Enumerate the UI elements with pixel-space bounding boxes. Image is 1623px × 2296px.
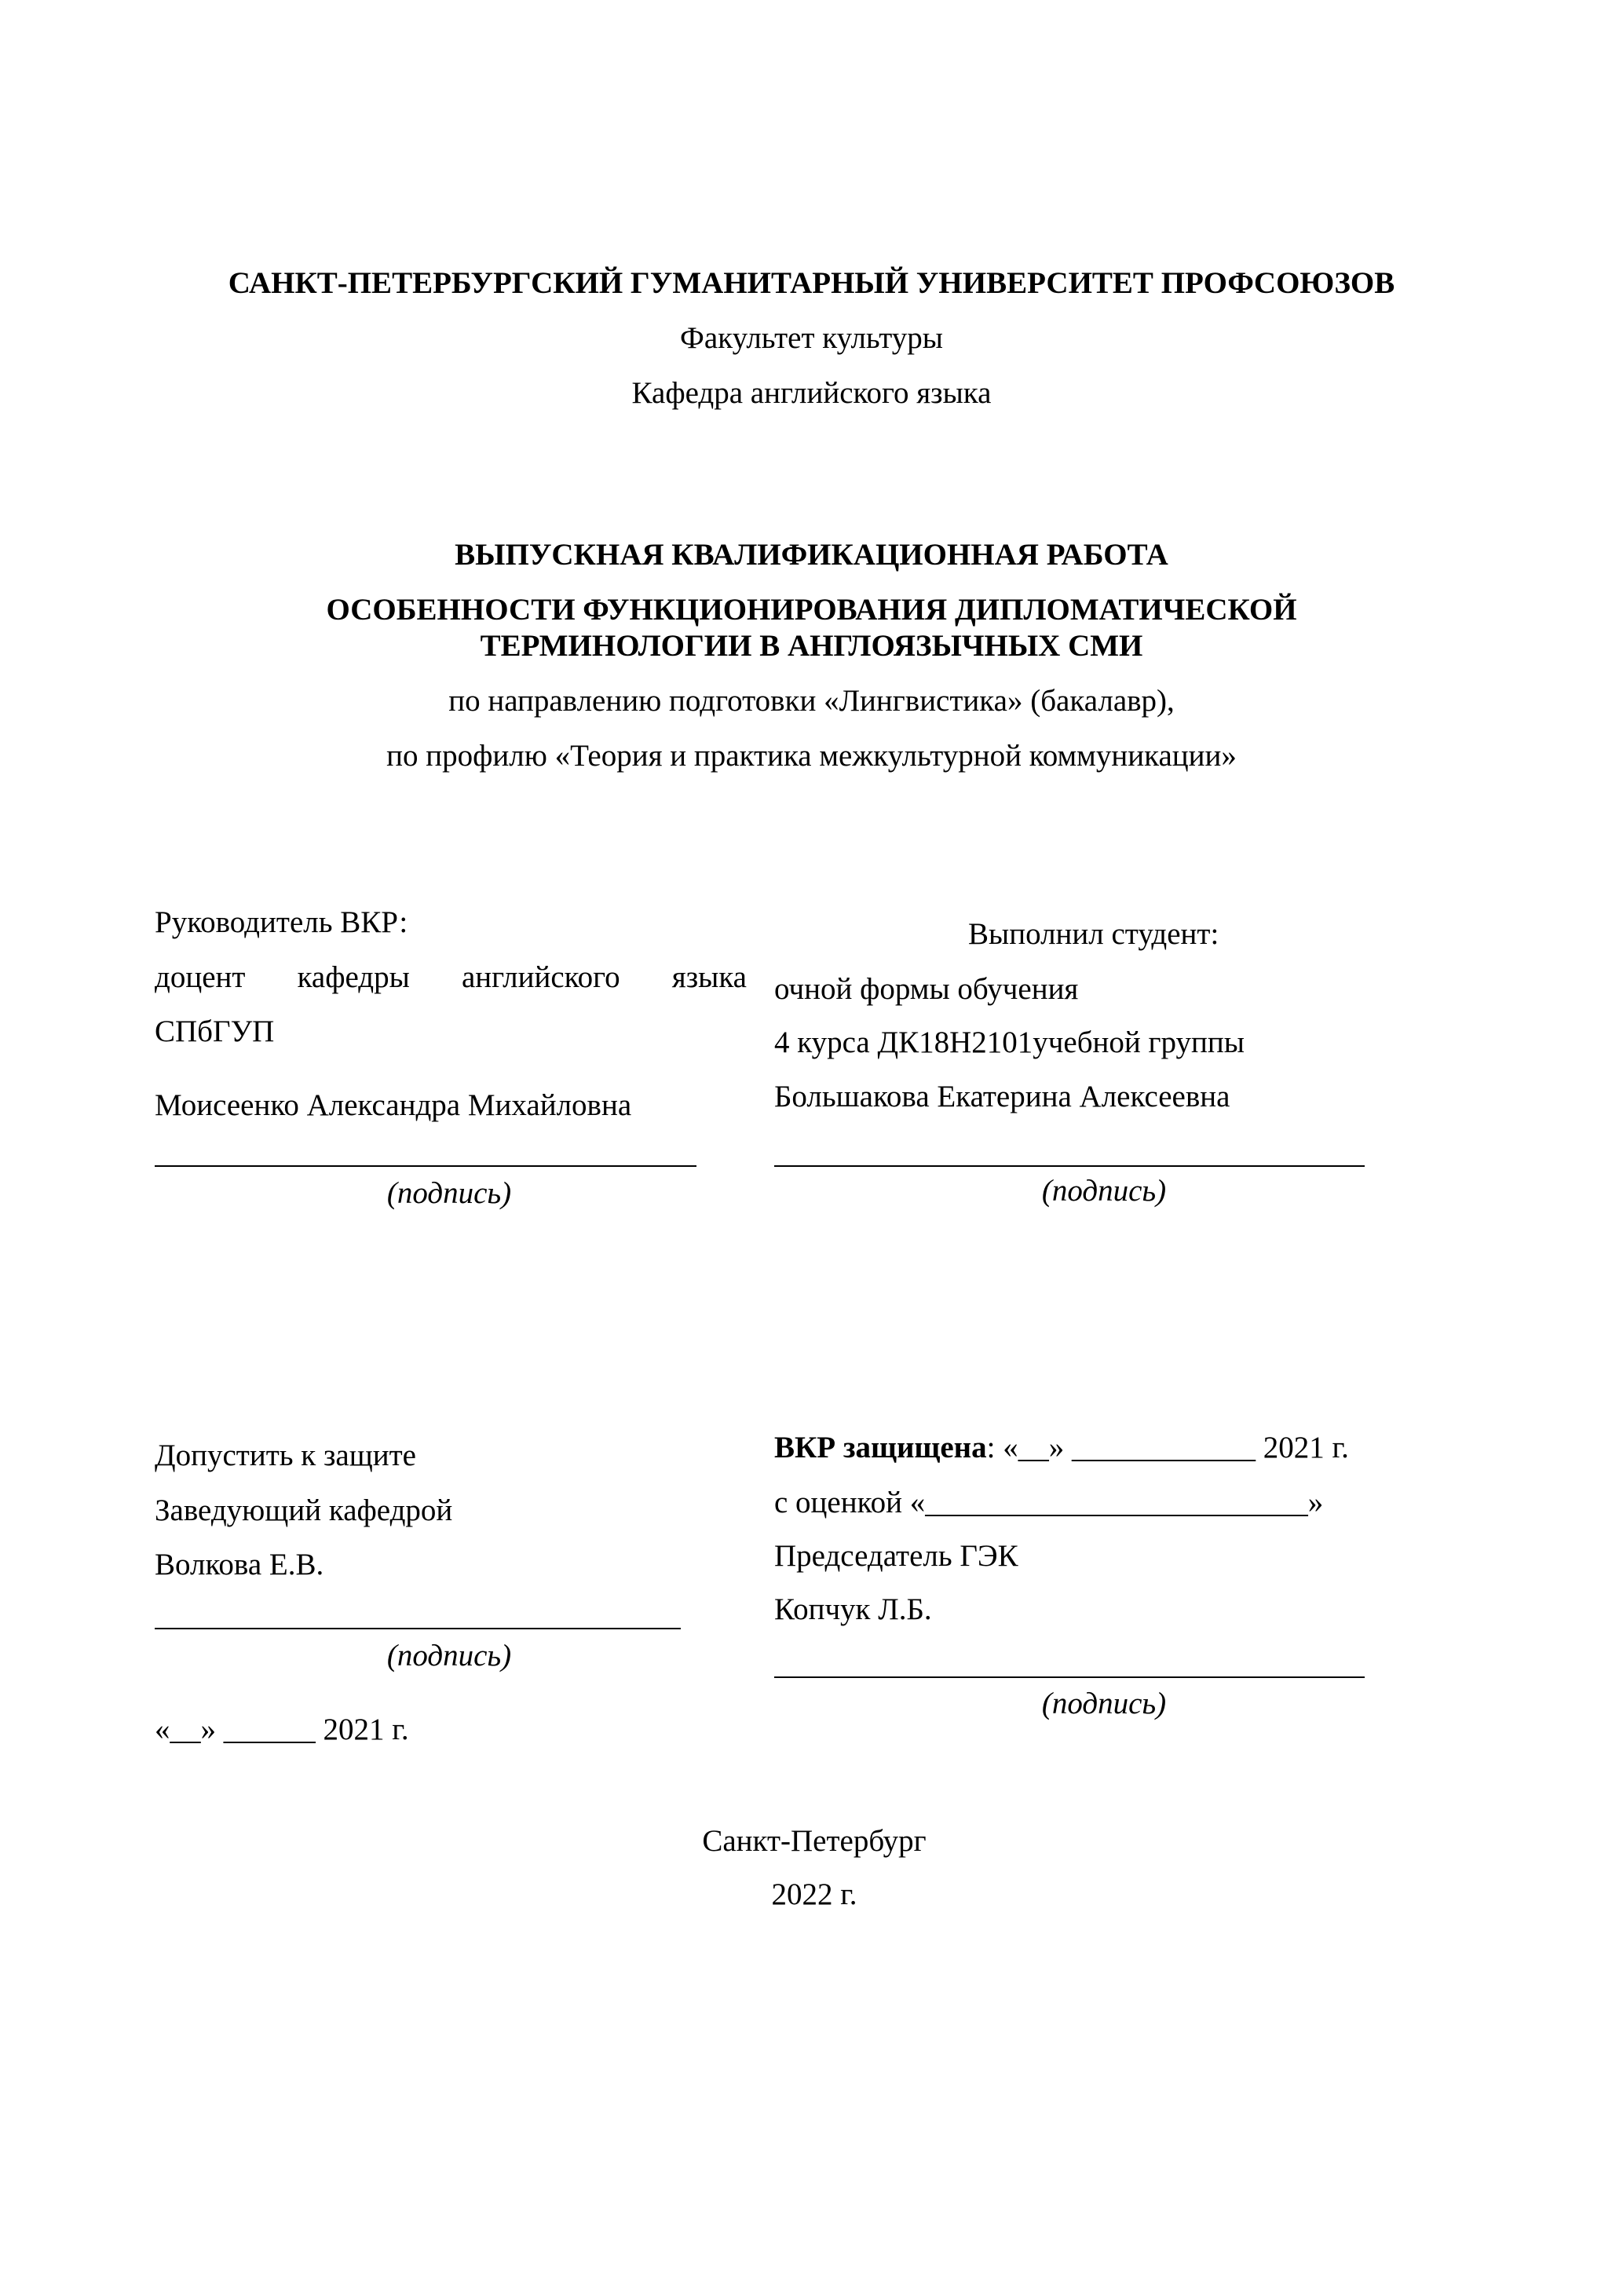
defense-signature-line: [774, 1676, 1365, 1678]
thesis-type: ВЫПУСКНАЯ КВАЛИФИКАЦИОННАЯ РАБОТА: [455, 538, 1168, 572]
supervisor-organization: СПбГУП: [155, 1015, 275, 1048]
admission-signature-label: (подпись): [386, 1639, 512, 1673]
defense-status: [774, 1432, 1349, 1463]
department-name: Кафедра английского языка: [631, 376, 992, 410]
supervisor-position: [155, 962, 747, 993]
defense-date: : «__» ____________ 2021 г.: [986, 1431, 1349, 1464]
university-name: САНКТ-ПЕТЕРБУРГСКИЙ ГУМАНИТАРНЫЙ УНИВЕРСИТЕТ ПРОФСОЮЗОВ: [228, 266, 1395, 300]
admission-heading: Допустить к защите: [155, 1439, 416, 1472]
supervisor-signature-line: [155, 1165, 696, 1167]
defense-label: ВКР защищена: [774, 1431, 987, 1464]
student-group: 4 курса ДК18Н2101учебной группы: [774, 1026, 1245, 1059]
student-heading: Выполнил студент:: [968, 917, 1219, 951]
student-signature-label: (подпись): [1041, 1174, 1167, 1208]
thesis-title-line2: ТЕРМИНОЛОГИИ В АНГЛОЯЗЫЧНЫХ СМИ: [480, 629, 1143, 663]
supervisor-heading: Руководитель ВКР:: [155, 905, 408, 939]
supervisor-position-word: английского: [461, 960, 620, 994]
defense-chair-role: Председатель ГЭК: [774, 1539, 1018, 1573]
supervisor-position-word: доцент: [155, 960, 246, 994]
admission-signature-line: [155, 1628, 681, 1629]
supervisor-name: Моисеенко Александра Михайловна: [155, 1088, 632, 1122]
admission-name: Волкова Е.В.: [155, 1548, 324, 1581]
thesis-direction: по направлению подготовки «Лингвистика» (бакалавр),: [448, 684, 1175, 718]
year: 2022 г.: [771, 1877, 857, 1911]
defense-chair-name: Копчук Л.Б.: [774, 1592, 932, 1626]
student-signature-line: [774, 1165, 1365, 1167]
admission-role: Заведующий кафедрой: [155, 1493, 453, 1527]
city: Санкт-Петербург: [702, 1824, 927, 1858]
defense-signature-label: (подпись): [1041, 1687, 1167, 1720]
defense-grade: с оценкой «_________________________»: [774, 1486, 1324, 1519]
faculty-name: Факультет культуры: [680, 321, 943, 355]
supervisor-position-word: кафедры: [297, 960, 410, 994]
student-name: Большакова Екатерина Алексеевна: [774, 1080, 1230, 1113]
thesis-profile: по профилю «Теория и практика межкультурной коммуникации»: [386, 739, 1237, 773]
thesis-title-line1: ОСОБЕННОСТИ ФУНКЦИОНИРОВАНИЯ ДИПЛОМАТИЧЕСКОЙ: [326, 593, 1297, 627]
supervisor-signature-label: (подпись): [386, 1176, 512, 1210]
admission-date: «__» ______ 2021 г.: [155, 1713, 409, 1746]
supervisor-position-word: языка: [671, 960, 747, 994]
student-study-form: очной формы обучения: [774, 972, 1079, 1006]
